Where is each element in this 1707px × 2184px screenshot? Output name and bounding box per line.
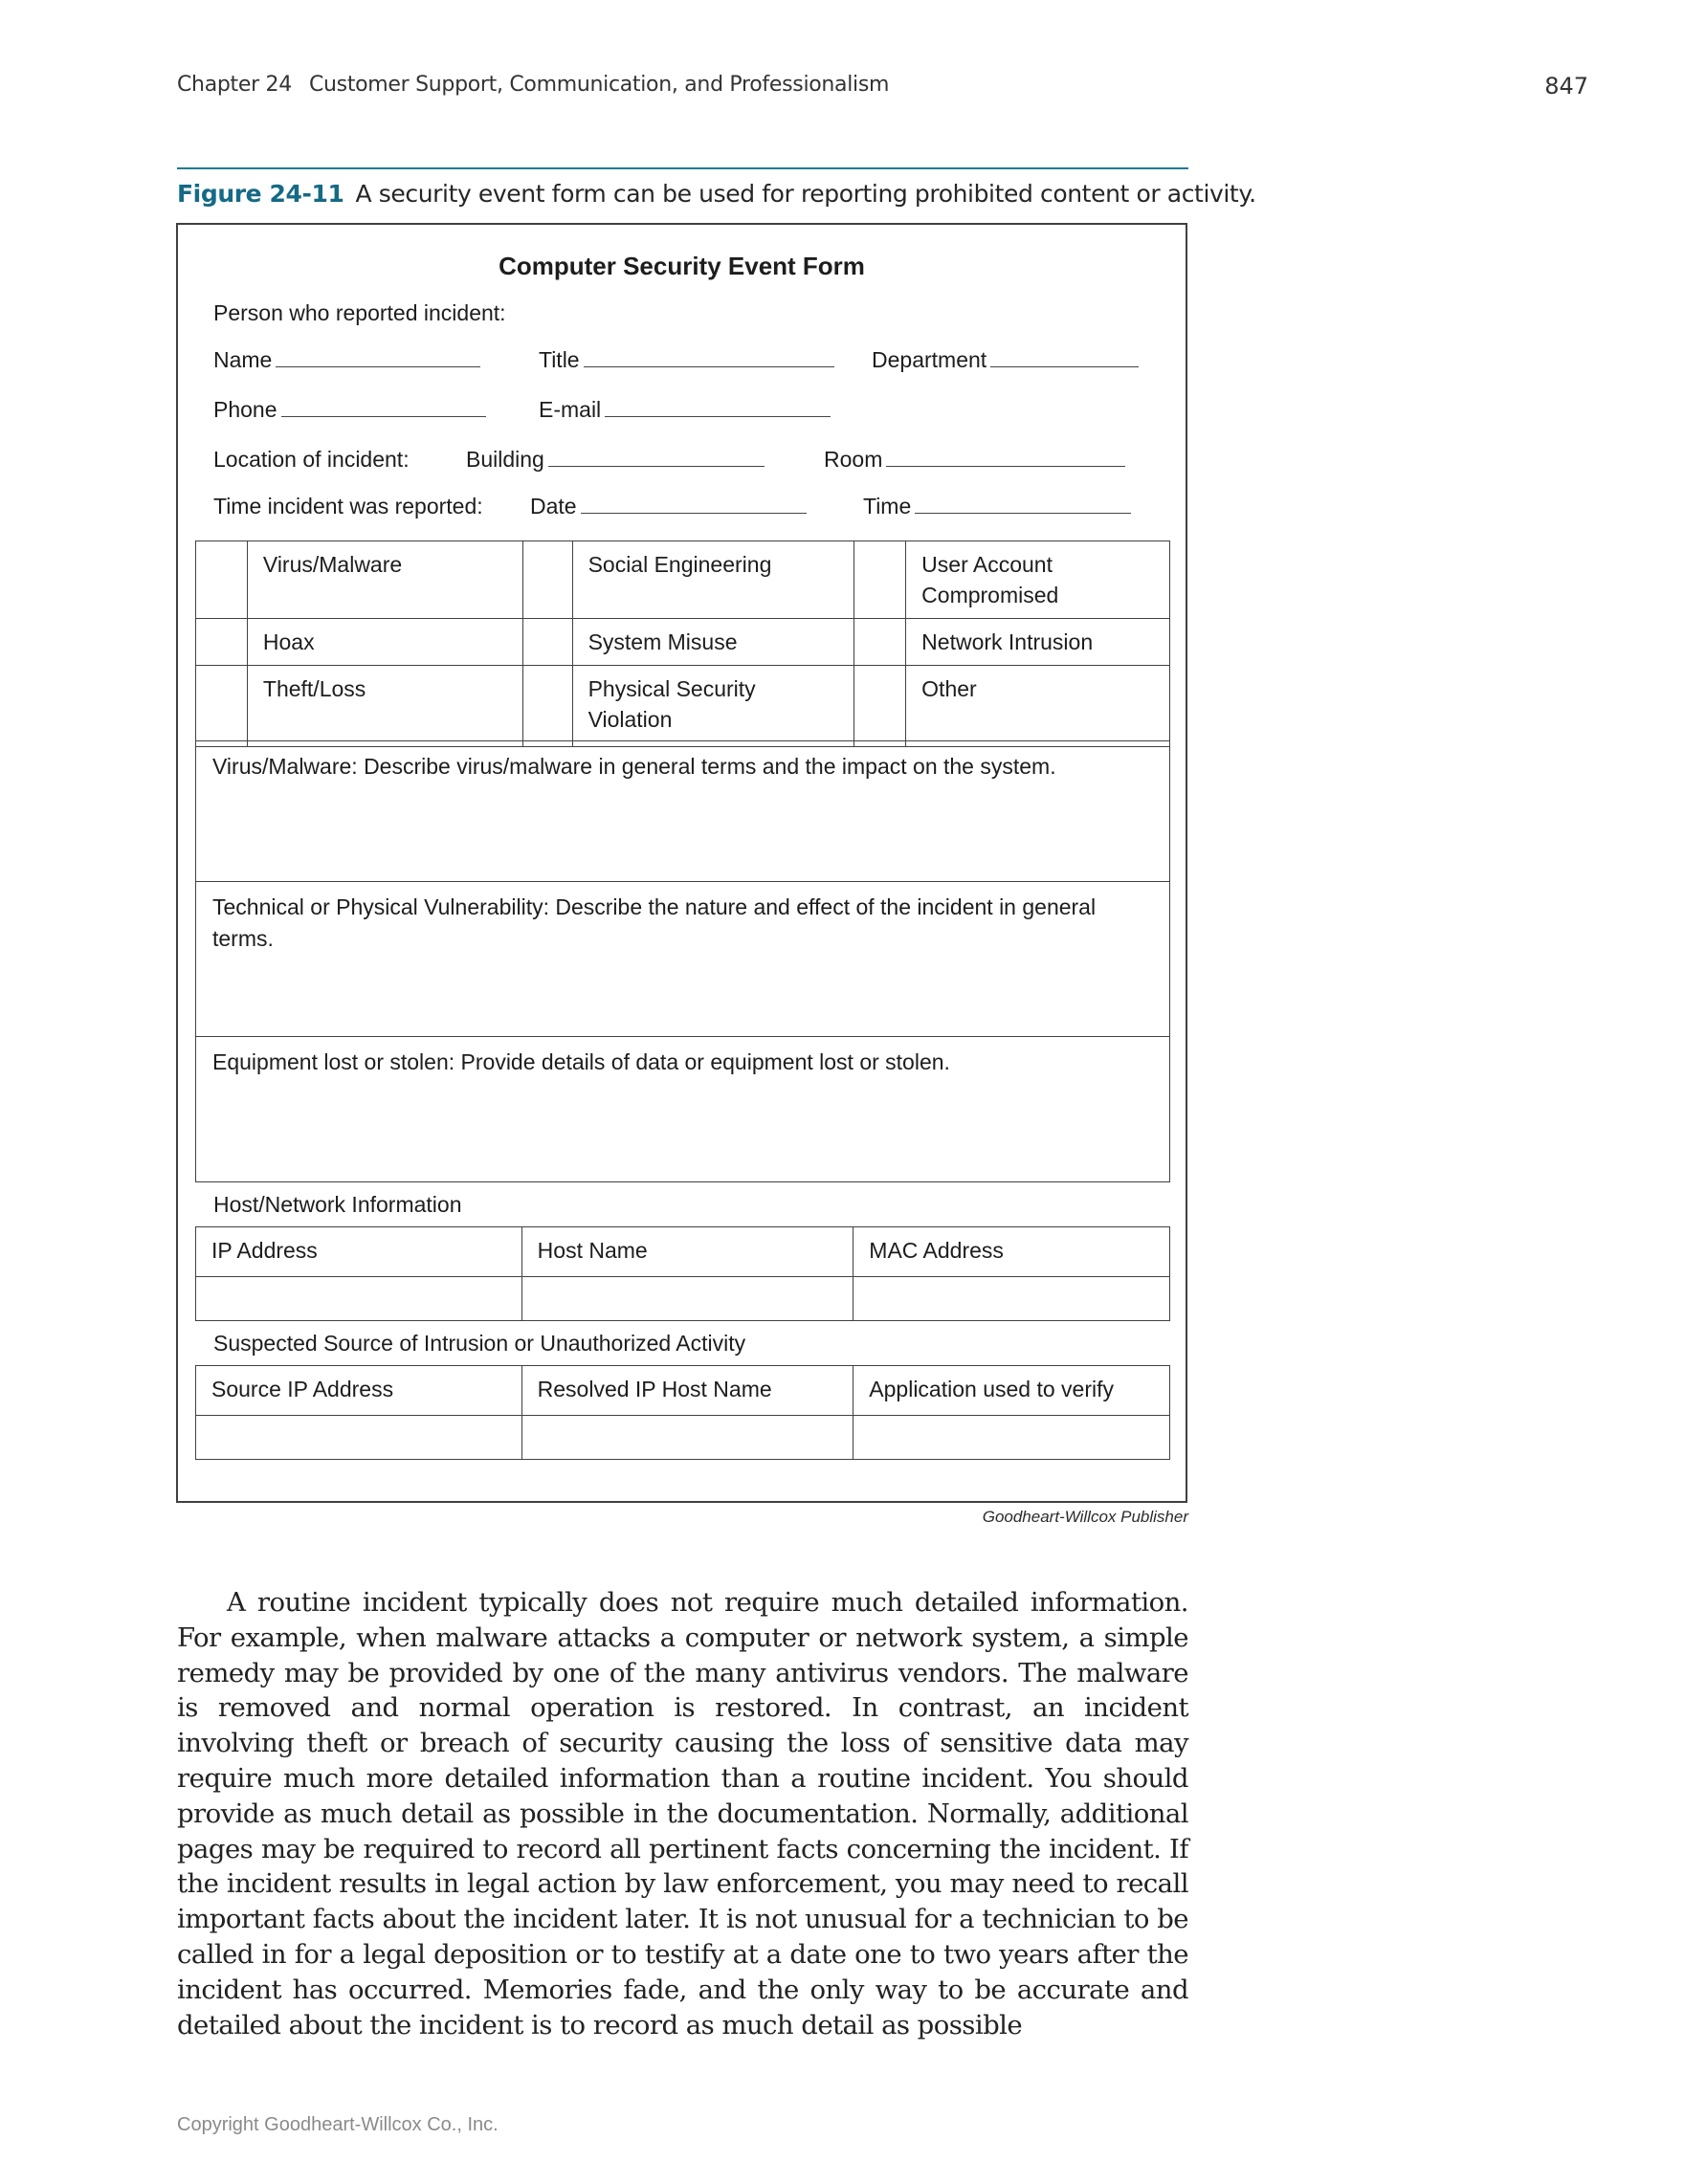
vulnerability-description-box[interactable] [195, 881, 1170, 1037]
virus-description-box[interactable] [195, 740, 1170, 882]
checkbox-virus-malware[interactable] [196, 541, 248, 619]
column-resolved-ip-host-name: Resolved IP Host Name [521, 1366, 854, 1416]
checkbox-physical-security-violation[interactable] [522, 666, 572, 747]
column-host-name: Host Name [521, 1227, 854, 1277]
name-label: Name [213, 347, 273, 372]
category-physical-security-violation: Physical Security Violation [572, 666, 854, 747]
column-application-used-to-verify: Application used to verify [854, 1366, 1170, 1416]
column-ip-address: IP Address [196, 1227, 522, 1277]
category-hoax: Hoax [247, 619, 522, 666]
suspected-source-table [195, 1365, 1170, 1460]
mac-address-cell[interactable] [854, 1277, 1170, 1321]
phone-label: Phone [213, 397, 277, 422]
room-label: Room [824, 447, 883, 472]
chapter-label: Chapter 24 [177, 73, 292, 97]
checkbox-network-intrusion[interactable] [854, 619, 906, 666]
figure-credit: Goodheart-Willcox Publisher [982, 1508, 1188, 1526]
checkbox-system-misuse[interactable] [522, 619, 572, 666]
category-theft-loss: Theft/Loss [247, 666, 522, 747]
virus-description-label: Virus/Malware: Describe virus/malware in general terms and the impact on the system. [212, 754, 1056, 779]
figure-caption-text: A security event form can be used for reporting prohibited content or activity. [355, 180, 1256, 208]
time-field[interactable] [863, 494, 1131, 519]
page-number: 847 [1544, 73, 1588, 99]
chapter-title: Customer Support, Communication, and Professionalism [308, 73, 890, 97]
figure-rule [177, 167, 1188, 169]
column-source-ip-address: Source IP Address [196, 1366, 522, 1416]
copyright-footer: Copyright Goodheart-Willcox Co., Inc. [177, 2114, 499, 2135]
security-event-form [176, 223, 1187, 1503]
checkbox-social-engineering[interactable] [522, 541, 572, 619]
title-field[interactable] [539, 347, 834, 373]
email-label: E-mail [539, 397, 602, 422]
host-network-table [195, 1226, 1170, 1321]
column-mac-address: MAC Address [854, 1227, 1170, 1277]
equipment-description-box[interactable] [195, 1036, 1170, 1182]
department-field[interactable] [872, 347, 1139, 373]
ip-address-cell[interactable] [196, 1277, 522, 1321]
department-label: Department [872, 347, 987, 372]
running-head [177, 73, 889, 97]
checkbox-theft-loss[interactable] [196, 666, 248, 747]
building-label: Building [466, 447, 544, 472]
suspected-source-heading: Suspected Source of Intrusion or Unauthorized Activity [213, 1331, 746, 1356]
body-paragraph: A routine incident typically does not require much detailed information. For example, when malware attacks a computer or network system, a simple remedy may be provided by one of the many antivirus vendors. The malware is removed and normal operation is restored. In contrast, an incident involving theft or breach of security causing the loss of sensitive data may require much more detailed information than a routine incident. You should provide as much detail as possible in the documentation. Normally, additional pages may be required to record all pertinent facts concerning the incident. If the incident results in legal action by law enforcement, you may need to recall important facts about the incident later. It is not unusual for a technician to be called in for a legal deposition or to testify at a date one to two years after the incident has occurred. Memories fade, and the only way to be accurate and detailed about the incident is to record as much detail as possible [177, 1587, 1188, 2041]
category-network-intrusion: Network Intrusion [906, 619, 1170, 666]
date-label: Date [530, 494, 577, 518]
email-field[interactable] [539, 397, 831, 423]
category-social-engineering: Social Engineering [572, 541, 854, 619]
room-field[interactable] [824, 447, 1125, 473]
reporter-heading: Person who reported incident: [213, 300, 506, 325]
checkbox-user-account-compromised[interactable] [854, 541, 906, 619]
application-used-to-verify-cell[interactable] [854, 1416, 1170, 1460]
incident-type-grid [195, 540, 1170, 747]
category-virus-malware: Virus/Malware [247, 541, 522, 619]
host-network-heading: Host/Network Information [213, 1192, 462, 1217]
checkbox-hoax[interactable] [196, 619, 248, 666]
building-field[interactable] [466, 447, 765, 473]
category-other: Other [906, 666, 1170, 747]
figure-number: Figure 24-11 [177, 180, 344, 208]
name-field[interactable] [213, 347, 480, 373]
title-label: Title [539, 347, 580, 372]
category-user-account-compromised: User Account Compromised [906, 541, 1170, 619]
date-field[interactable] [530, 494, 807, 519]
host-name-cell[interactable] [521, 1277, 854, 1321]
equipment-description-label: Equipment lost or stolen: Provide details of data or equipment lost or stolen. [212, 1049, 950, 1074]
time-reported-label: Time incident was reported: [213, 494, 483, 518]
time-label: Time [863, 494, 912, 518]
location-label: Location of incident: [213, 447, 410, 472]
phone-field[interactable] [213, 397, 486, 423]
form-title: Computer Security Event Form [499, 252, 865, 280]
checkbox-other[interactable] [854, 666, 906, 747]
resolved-ip-host-name-cell[interactable] [521, 1416, 854, 1460]
figure-caption [177, 180, 1256, 208]
vulnerability-description-label: Technical or Physical Vulnerability: Describe the nature and effect of the incident in general terms. [212, 894, 1097, 951]
source-ip-address-cell[interactable] [196, 1416, 522, 1460]
category-system-misuse: System Misuse [572, 619, 854, 666]
